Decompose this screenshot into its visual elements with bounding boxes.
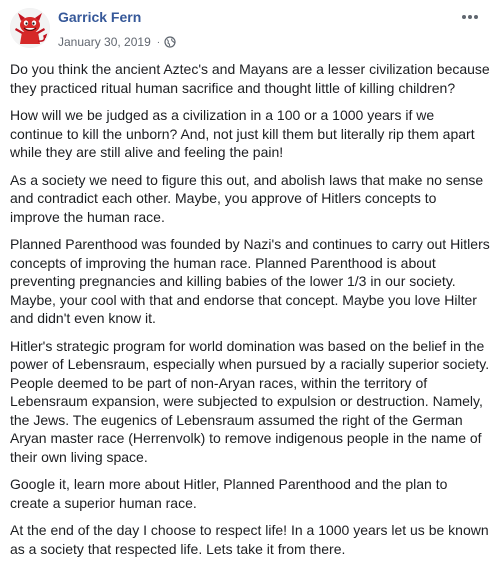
post-meta — [58, 35, 176, 49]
meta-separator: · — [156, 36, 161, 48]
post-date[interactable]: January 30, 2019 — [58, 35, 151, 49]
post-body — [10, 60, 490, 567]
post-paragraph: Google it, learn more about Hitler, Planned Parenthood and the plan to create a superior human race. — [10, 476, 448, 511]
post-paragraph: How will we be judged as a civilization in a 100 or a 1000 years if we continue to kill the unborn? And, not just kill them but literally rip them apart while they are still alive and feeling the pain! — [10, 107, 475, 160]
author-name[interactable]: Garrick Fern — [58, 9, 142, 25]
post-paragraph: Planned Parenthood was founded by Nazi's and continues to carry out Hitlers concepts of improving the human race. Planned Parenthood is about preventing pregnancies and killing babies of the lower 1/3 in our society. Maybe, your cool with that and endorse that concept. Maybe you love Hilter and didn't even know it. — [10, 236, 490, 326]
avatar[interactable] — [10, 8, 50, 48]
post-paragraph: Do you think the ancient Aztec's and Mayans are a lesser civilization because they practiced ritual human sacrifice and thought little of killing children? — [10, 61, 490, 96]
red-devil-avatar-icon — [10, 8, 50, 48]
post-header — [0, 0, 492, 60]
post-paragraph: As a society we need to figure this out, and abolish laws that make no sense and contradict each other. Maybe, you approve of Hitlers concepts to improve the human race. — [10, 171, 484, 225]
post-paragraph: Hitler's strategic program for world domination was based on the belief in the power of Lebensraum, especially when pursued by a racially superior society. People deemed to be part of non-Aryan races, within the territory of Lebensraum expansion, were subjected to expulsion or destruction. Namely, the Jews. The eugenics of Lebensraum assumed the right of the German Aryan master race (Herrenvolk) to remove indigenous people in the name of their own living space. — [10, 337, 490, 465]
more-options-icon — [461, 14, 479, 20]
post-paragraph: At the end of the day I choose to respect life! In a 1000 years let us be known as a society that respected life. Lets take it from there. — [10, 522, 489, 557]
globe-icon[interactable] — [164, 36, 176, 48]
more-options-button[interactable] — [458, 8, 482, 26]
